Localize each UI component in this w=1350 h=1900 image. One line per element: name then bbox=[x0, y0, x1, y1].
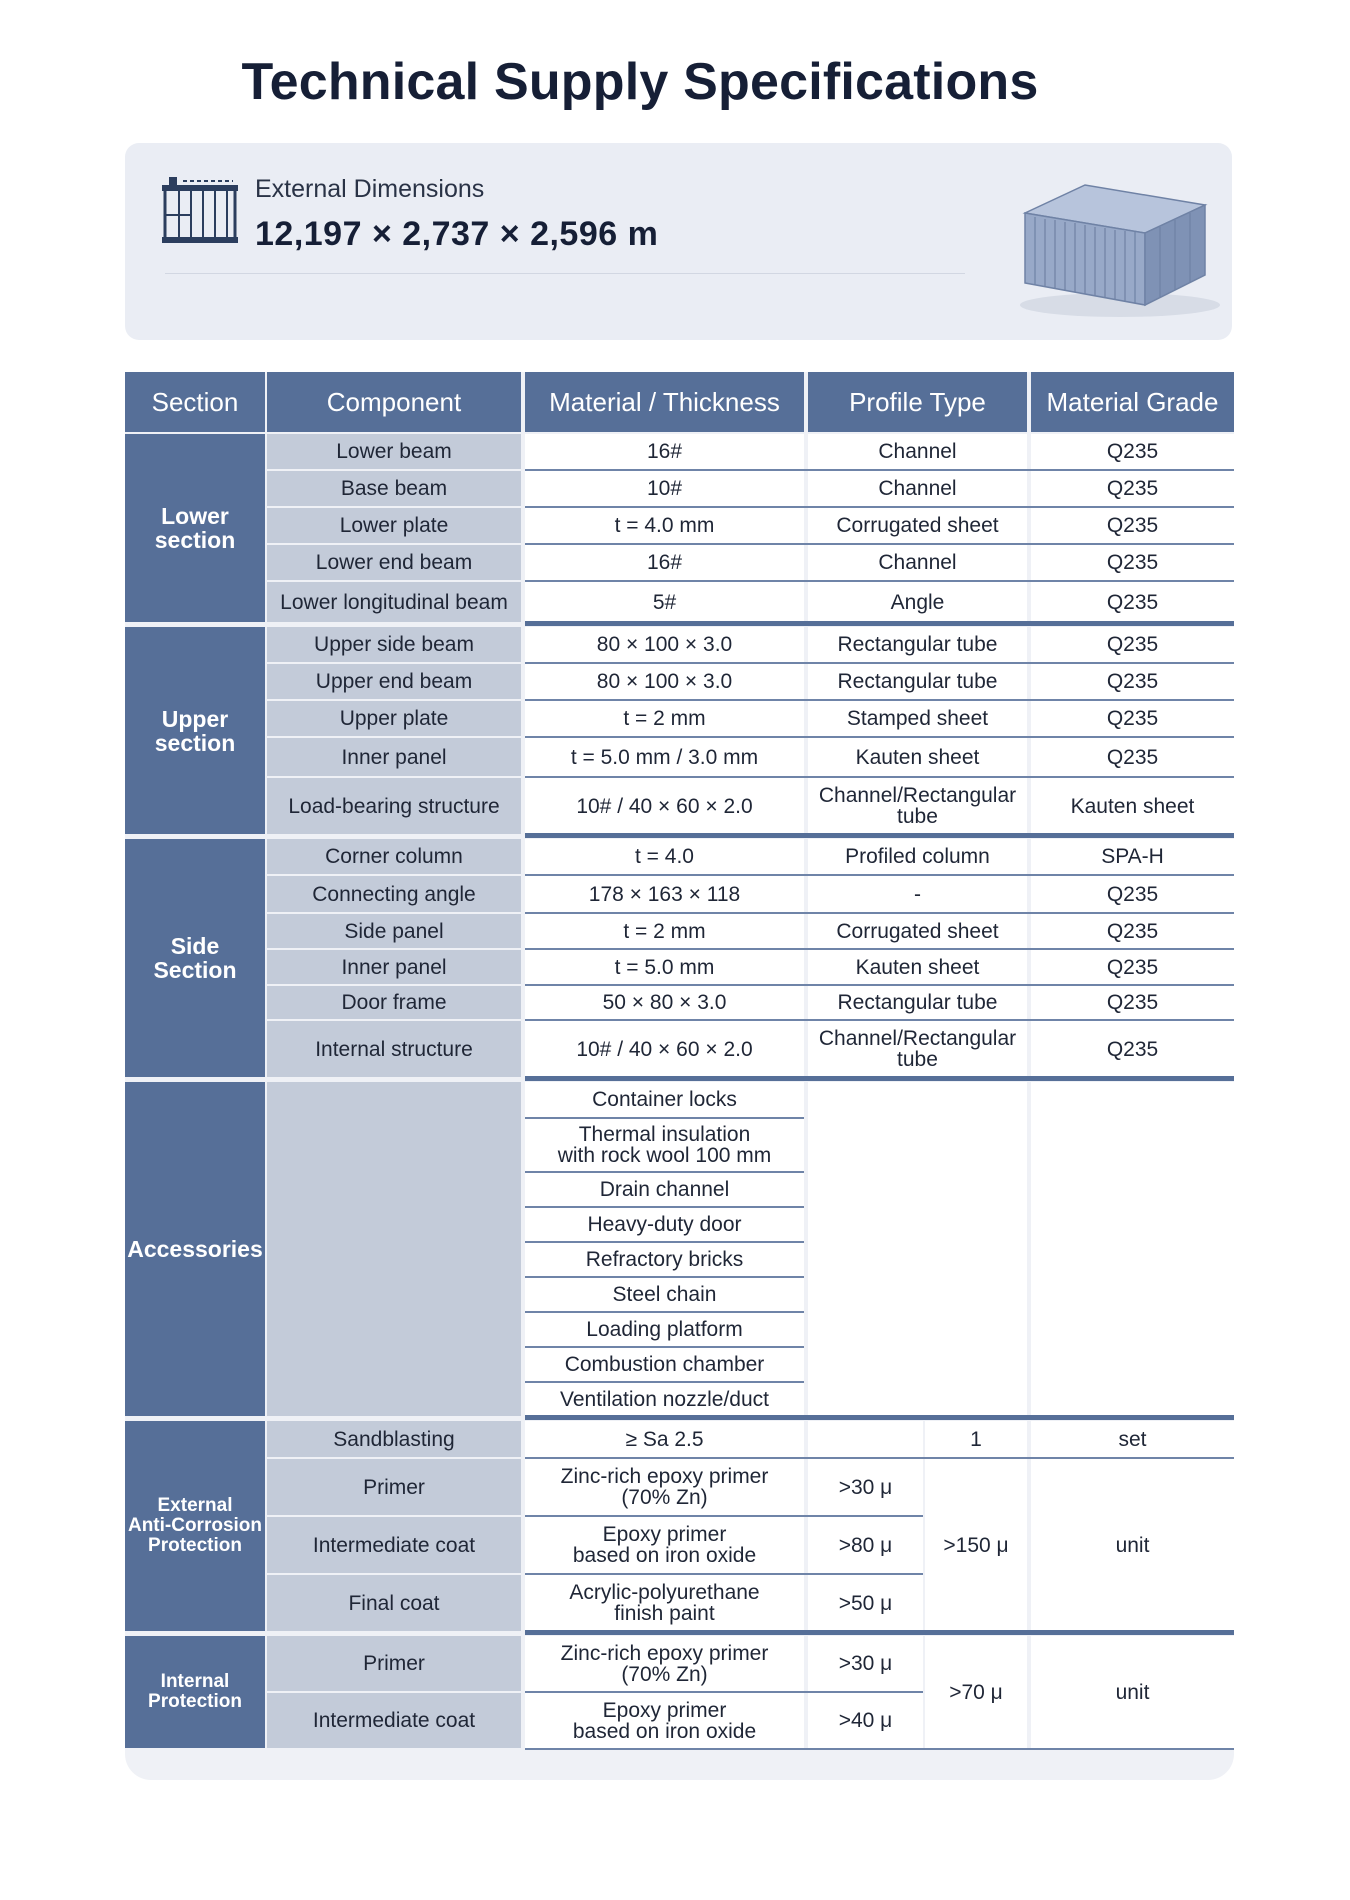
unit-cell: unit bbox=[1031, 1636, 1234, 1748]
dimensions-value: 12,197 × 2,737 × 2,596 m bbox=[255, 215, 659, 253]
grade-cell: Q235 bbox=[1031, 914, 1234, 948]
material-cell: 10# bbox=[525, 471, 804, 506]
column-header: Material / Thickness bbox=[525, 372, 804, 432]
accessory-item: Combustion chamber bbox=[525, 1348, 804, 1381]
grade-cell: Q235 bbox=[1031, 434, 1234, 469]
accessory-item: Refractory bricks bbox=[525, 1243, 804, 1276]
unit-cell: unit bbox=[1031, 1459, 1234, 1631]
section-label: Side Section bbox=[125, 839, 265, 1077]
component-cell: Connecting angle bbox=[267, 876, 521, 912]
thickness-cell: >40 μ bbox=[808, 1693, 923, 1748]
component-cell: Intermediate coat bbox=[267, 1517, 521, 1573]
profile-cell: - bbox=[808, 876, 1027, 912]
total-thickness-cell: >70 μ bbox=[925, 1636, 1027, 1748]
material-cell: Zinc-rich epoxy primer (70% Zn) bbox=[525, 1459, 804, 1515]
container-frame-icon bbox=[161, 175, 239, 247]
component-cell: Upper end beam bbox=[267, 664, 521, 699]
quantity-cell: 1 bbox=[925, 1421, 1027, 1457]
grade-cell: Q235 bbox=[1031, 950, 1234, 984]
component-cell: Lower beam bbox=[267, 434, 521, 469]
profile-cell: Channel bbox=[808, 545, 1027, 580]
material-cell: 178 × 163 × 118 bbox=[525, 876, 804, 912]
row-divider bbox=[525, 1630, 1234, 1635]
profile-cell: Channel bbox=[808, 434, 1027, 469]
profile-cell: Profiled column bbox=[808, 839, 1027, 874]
component-cell: Upper plate bbox=[267, 701, 521, 736]
thickness-cell-empty bbox=[808, 1421, 923, 1457]
profile-cell: Angle bbox=[808, 582, 1027, 622]
divider bbox=[165, 273, 965, 274]
component-cell: Lower plate bbox=[267, 508, 521, 543]
page-title: Technical Supply Specifications bbox=[241, 53, 1039, 111]
grade-cell: Q235 bbox=[1031, 664, 1234, 699]
unit-cell: set bbox=[1031, 1421, 1234, 1457]
column-header: Material Grade bbox=[1031, 372, 1234, 432]
component-cell: Internal structure bbox=[267, 1021, 521, 1077]
material-cell: t = 4.0 bbox=[525, 839, 804, 874]
material-cell: t = 5.0 mm bbox=[525, 950, 804, 984]
thickness-cell: >80 μ bbox=[808, 1517, 923, 1573]
grade-cell-empty bbox=[1031, 1082, 1234, 1416]
grade-cell: Q235 bbox=[1031, 508, 1234, 543]
component-cell: Final coat bbox=[267, 1575, 521, 1631]
accessory-item: Thermal insulation with rock wool 100 mm bbox=[525, 1119, 804, 1171]
section-label: Internal Protection bbox=[125, 1636, 265, 1748]
thickness-cell: >30 μ bbox=[808, 1459, 923, 1515]
accessory-item: Ventilation nozzle/duct bbox=[525, 1383, 804, 1416]
column-header: Section bbox=[125, 372, 265, 432]
material-cell: Acrylic-polyurethane finish paint bbox=[525, 1575, 804, 1631]
component-cell: Load-bearing structure bbox=[267, 778, 521, 834]
column-header: Component bbox=[267, 372, 521, 432]
grade-cell: Q235 bbox=[1031, 545, 1234, 580]
profile-cell: Channel/Rectangular tube bbox=[808, 778, 1027, 834]
component-cell: Upper side beam bbox=[267, 627, 521, 662]
component-cell: Primer bbox=[267, 1459, 521, 1515]
material-cell: Zinc-rich epoxy primer (70% Zn) bbox=[525, 1636, 804, 1691]
profile-cell: Rectangular tube bbox=[808, 664, 1027, 699]
profile-cell: Stamped sheet bbox=[808, 701, 1027, 736]
column-header: Profile Type bbox=[808, 372, 1027, 432]
section-label: Lower section bbox=[125, 434, 265, 622]
material-cell: 10# / 40 × 60 × 2.0 bbox=[525, 778, 804, 834]
dimensions-card bbox=[125, 143, 1232, 340]
grade-cell: SPA-H bbox=[1031, 839, 1234, 874]
component-cell: Inner panel bbox=[267, 950, 521, 984]
component-cell: Lower longitudinal beam bbox=[267, 582, 521, 622]
row-divider bbox=[525, 1415, 1234, 1420]
component-cell-empty bbox=[267, 1082, 521, 1416]
profile-cell: Corrugated sheet bbox=[808, 508, 1027, 543]
grade-cell: Q235 bbox=[1031, 471, 1234, 506]
component-cell: Primer bbox=[267, 1636, 521, 1691]
material-cell: 16# bbox=[525, 545, 804, 580]
component-cell: Intermediate coat bbox=[267, 1693, 521, 1748]
profile-cell: Channel/Rectangular tube bbox=[808, 1021, 1027, 1077]
row-divider bbox=[525, 1748, 1234, 1750]
profile-cell: Rectangular tube bbox=[808, 627, 1027, 662]
material-cell: 50 × 80 × 3.0 bbox=[525, 986, 804, 1019]
profile-cell-empty bbox=[808, 1082, 1027, 1416]
profile-cell: Kauten sheet bbox=[808, 950, 1027, 984]
component-cell: Door frame bbox=[267, 986, 521, 1019]
accessory-item: Loading platform bbox=[525, 1313, 804, 1346]
material-cell: Epoxy primer based on iron oxide bbox=[525, 1693, 804, 1748]
grade-cell: Kauten sheet bbox=[1031, 778, 1234, 834]
material-cell: 16# bbox=[525, 434, 804, 469]
material-cell: t = 2 mm bbox=[525, 701, 804, 736]
accessory-item: Heavy-duty door bbox=[525, 1208, 804, 1241]
row-divider bbox=[525, 621, 1234, 626]
total-thickness-cell: >150 μ bbox=[925, 1459, 1027, 1631]
section-label: External Anti-Corrosion Protection bbox=[125, 1421, 265, 1631]
component-cell: Side panel bbox=[267, 914, 521, 948]
grade-cell: Q235 bbox=[1031, 986, 1234, 1019]
material-cell: Epoxy primer based on iron oxide bbox=[525, 1517, 804, 1573]
accessory-item: Drain channel bbox=[525, 1173, 804, 1206]
grade-cell: Q235 bbox=[1031, 876, 1234, 912]
row-divider bbox=[525, 833, 1234, 838]
component-cell: Corner column bbox=[267, 839, 521, 874]
material-cell: t = 4.0 mm bbox=[525, 508, 804, 543]
section-label: Accessories bbox=[125, 1082, 265, 1416]
profile-cell: Corrugated sheet bbox=[808, 914, 1027, 948]
grade-cell: Q235 bbox=[1031, 701, 1234, 736]
section-label: Upper section bbox=[125, 627, 265, 834]
accessory-item: Steel chain bbox=[525, 1278, 804, 1311]
grade-cell: Q235 bbox=[1031, 582, 1234, 622]
profile-cell: Kauten sheet bbox=[808, 738, 1027, 776]
material-cell: 80 × 100 × 3.0 bbox=[525, 627, 804, 662]
grade-cell: Q235 bbox=[1031, 738, 1234, 776]
material-cell: ≥ Sa 2.5 bbox=[525, 1421, 804, 1457]
material-cell: 80 × 100 × 3.0 bbox=[525, 664, 804, 699]
profile-cell: Rectangular tube bbox=[808, 986, 1027, 1019]
material-cell: t = 5.0 mm / 3.0 mm bbox=[525, 738, 804, 776]
material-cell: 5# bbox=[525, 582, 804, 622]
component-cell: Sandblasting bbox=[267, 1421, 521, 1457]
dimensions-label: External Dimensions bbox=[255, 175, 485, 203]
row-divider bbox=[525, 1076, 1234, 1081]
thickness-cell: >50 μ bbox=[808, 1575, 923, 1631]
thickness-cell: >30 μ bbox=[808, 1636, 923, 1691]
component-cell: Base beam bbox=[267, 471, 521, 506]
profile-cell: Channel bbox=[808, 471, 1027, 506]
component-cell: Inner panel bbox=[267, 738, 521, 776]
component-cell: Lower end beam bbox=[267, 545, 521, 580]
material-cell: t = 2 mm bbox=[525, 914, 804, 948]
accessory-item: Container locks bbox=[525, 1082, 804, 1117]
grade-cell: Q235 bbox=[1031, 627, 1234, 662]
grade-cell: Q235 bbox=[1031, 1021, 1234, 1077]
shipping-container-icon bbox=[1005, 165, 1225, 325]
material-cell: 10# / 40 × 60 × 2.0 bbox=[525, 1021, 804, 1077]
